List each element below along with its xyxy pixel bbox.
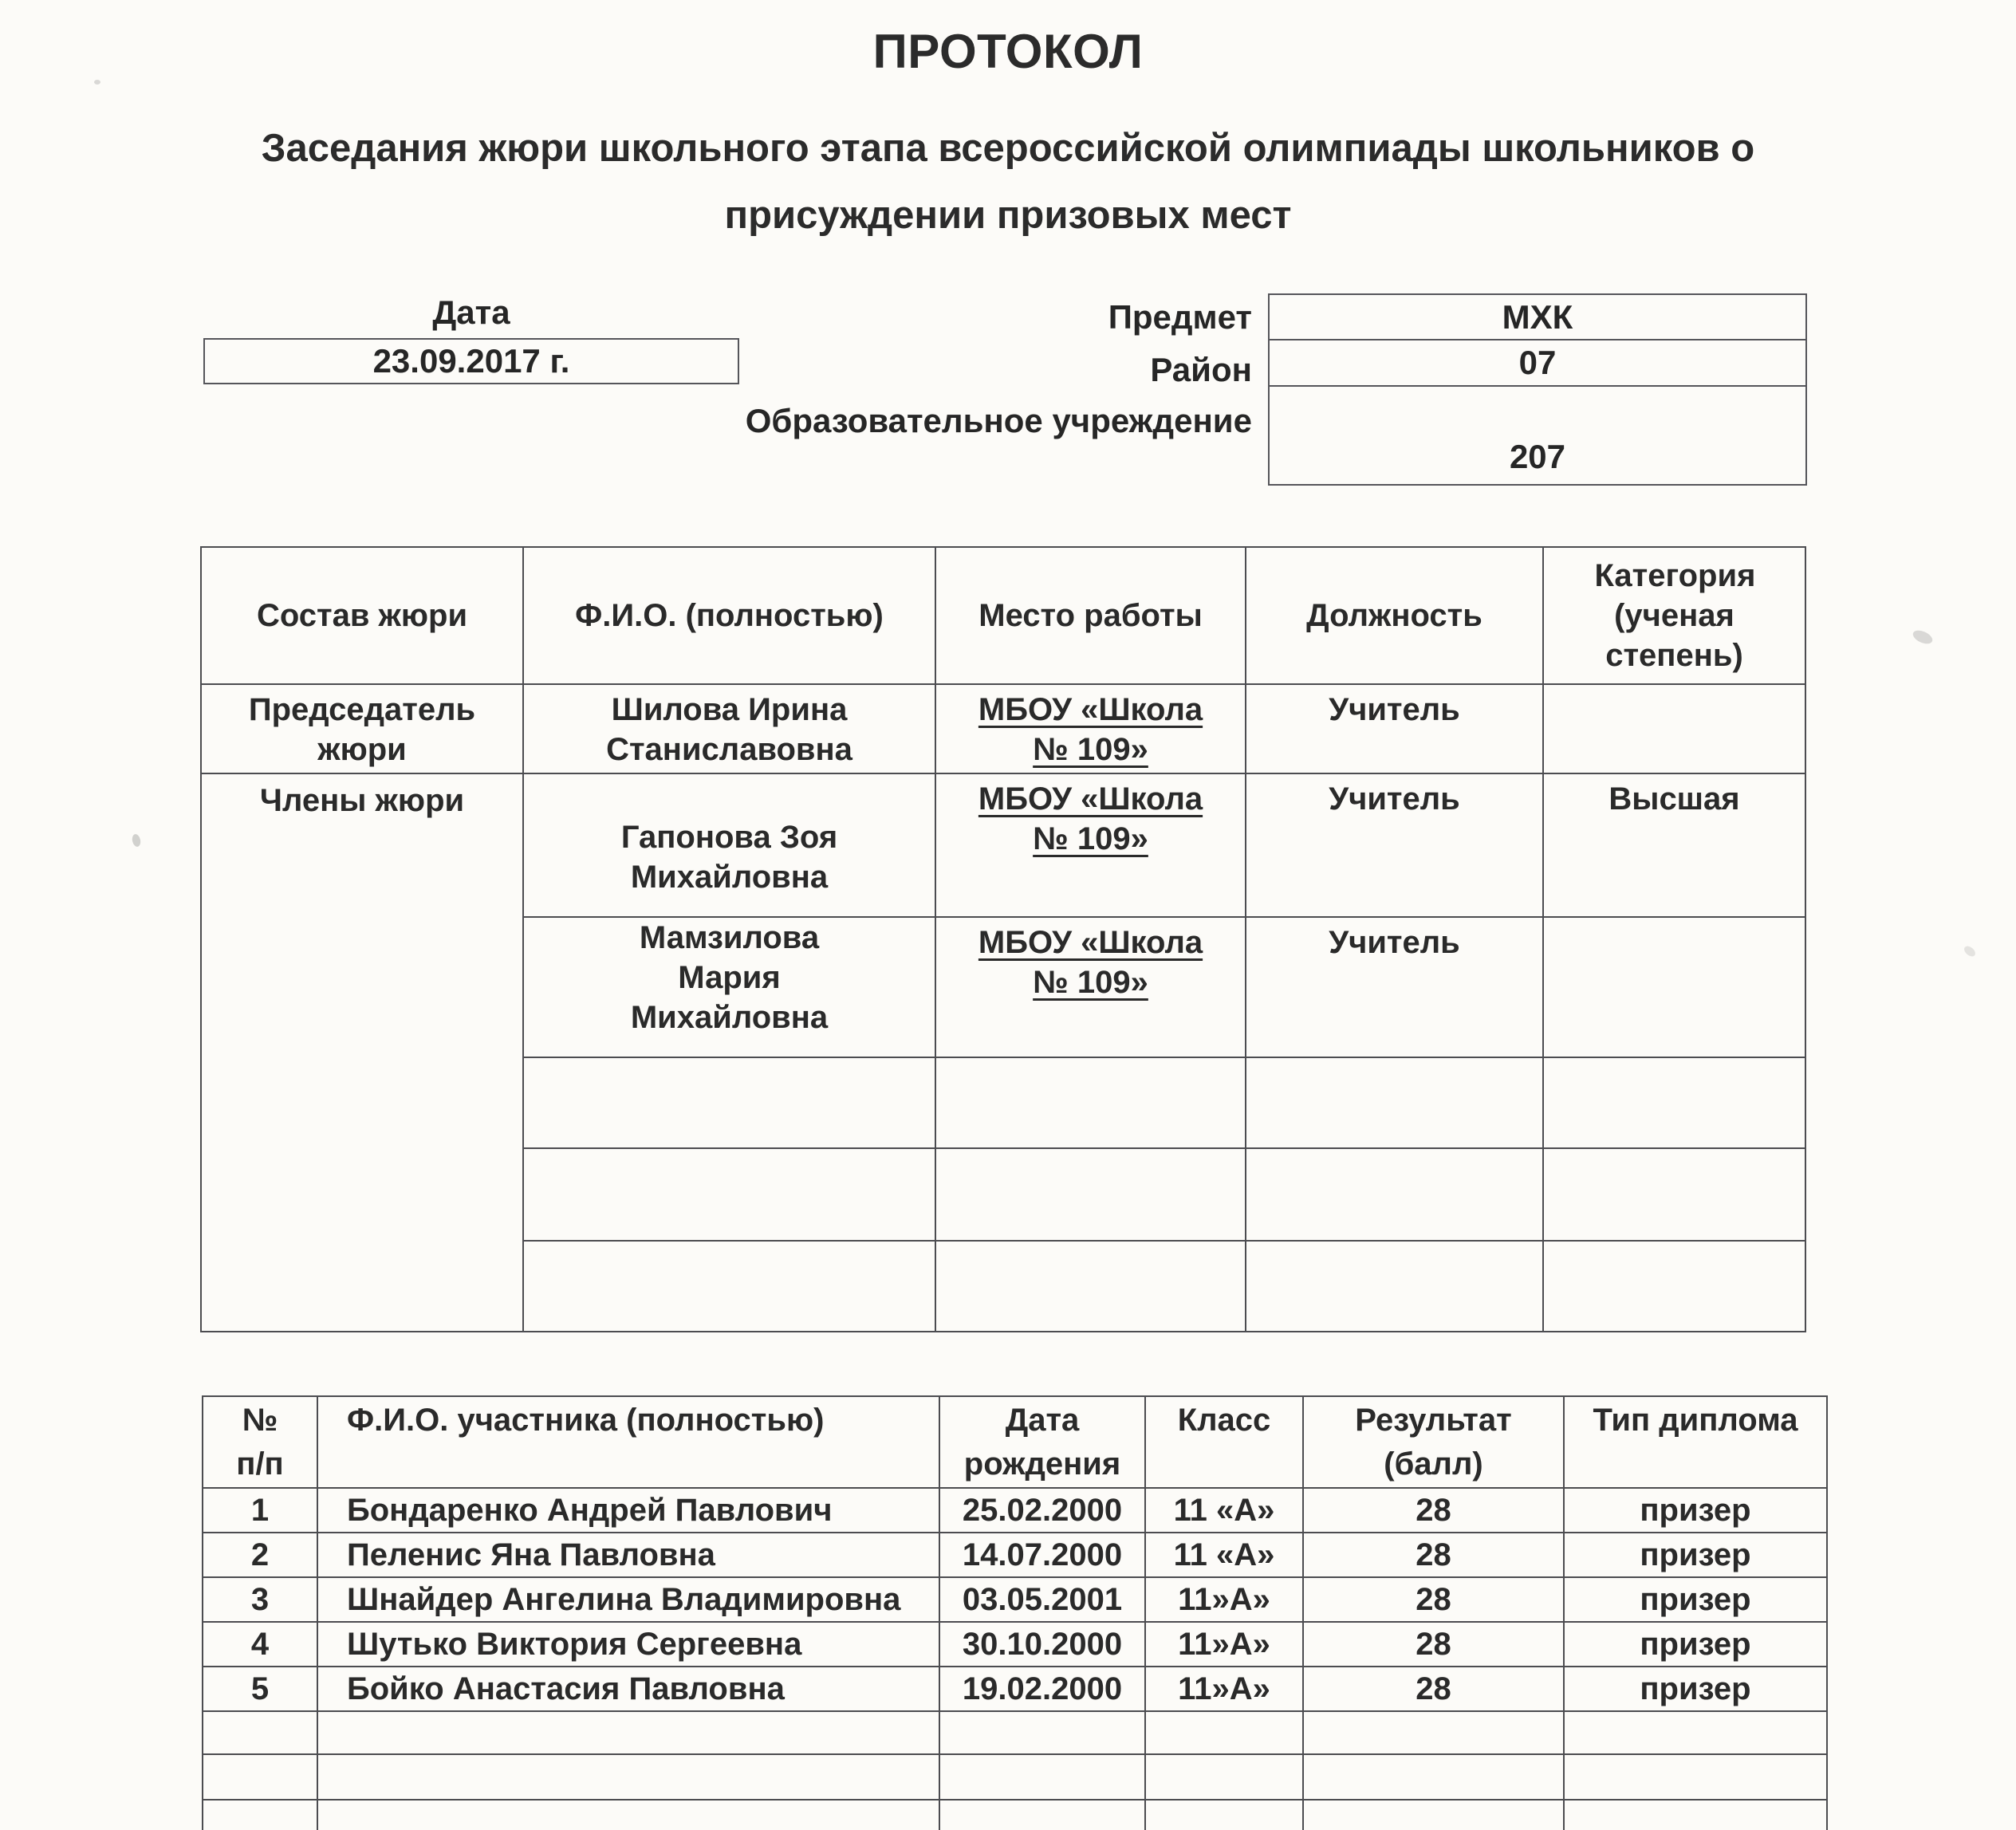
participant-grade-cell: 11 «А» — [1145, 1488, 1303, 1533]
participants-header-score: Результат (балл) — [1303, 1396, 1564, 1488]
jury-name-cell: Мамзилова Мария Михайловна — [523, 917, 935, 1057]
jury-header-category: Категория (ученая степень) — [1543, 547, 1805, 684]
participant-row — [203, 1488, 1827, 1533]
participant-grade-cell: 11»А» — [1145, 1622, 1303, 1667]
participant-row — [203, 1622, 1827, 1667]
jury-name-cell: Шилова Ирина Станиславовна — [523, 684, 935, 773]
jury-workplace-cell: МБОУ «Школа № 109» — [935, 773, 1246, 917]
participant-number-cell: 1 — [203, 1488, 317, 1533]
participant-number-cell: 3 — [203, 1577, 317, 1622]
jury-role-cell: Председатель жюри — [201, 684, 523, 773]
jury-workplace-cell: МБОУ «Школа № 109» — [935, 684, 1246, 773]
jury-name-cell — [523, 1241, 935, 1332]
institution-value-box — [1270, 387, 1805, 484]
district-value: 07 — [1518, 344, 1557, 381]
participant-diploma-cell: призер — [1564, 1622, 1827, 1667]
participants-header-row — [203, 1396, 1827, 1488]
district-value-box — [1270, 340, 1805, 387]
participant-score-cell: 28 — [1303, 1667, 1564, 1711]
header-value-boxes — [1268, 293, 1807, 486]
participant-grade-cell: 11»А» — [1145, 1667, 1303, 1711]
jury-table — [200, 546, 1806, 1332]
institution-value: 207 — [1509, 438, 1566, 475]
jury-category-cell — [1543, 1148, 1805, 1241]
subject-label: Предмет — [1108, 298, 1252, 336]
jury-position-cell: Учитель — [1246, 917, 1543, 1057]
document-subtitle-line-2: присуждении призовых мест — [724, 194, 1292, 237]
participants-header-number: № п/п — [203, 1396, 317, 1488]
participant-birthdate-cell: 25.02.2000 — [939, 1488, 1145, 1533]
jury-position-cell: Учитель — [1246, 773, 1543, 917]
participant-number-cell: 4 — [203, 1622, 317, 1667]
jury-category-cell — [1543, 1057, 1805, 1148]
participant-row — [203, 1533, 1827, 1577]
jury-workplace-cell — [935, 1241, 1246, 1332]
document-title: ПРОТОКОЛ — [872, 25, 1144, 78]
district-label: Район — [1150, 351, 1252, 388]
jury-category-cell — [1543, 917, 1805, 1057]
participant-grade-cell: 11 «А» — [1145, 1533, 1303, 1577]
participants-header-birthdate: Дата рождения — [939, 1396, 1145, 1488]
participant-diploma-cell: призер — [1564, 1533, 1827, 1577]
participant-name-cell: Пеленис Яна Павловна — [317, 1533, 939, 1577]
participant-row — [203, 1667, 1827, 1711]
scan-speck — [1911, 628, 1934, 646]
participant-birthdate-cell: 14.07.2000 — [939, 1533, 1145, 1577]
participant-score-cell: 28 — [1303, 1577, 1564, 1622]
scan-speck — [94, 80, 100, 85]
date-value: 23.09.2017 г. — [372, 342, 570, 380]
participant-birthdate-cell: 03.05.2001 — [939, 1577, 1145, 1622]
participant-name-cell: Бондаренко Андрей Павлович — [317, 1488, 939, 1533]
participant-score-cell: 28 — [1303, 1622, 1564, 1667]
participant-row-empty — [203, 1800, 1827, 1830]
jury-row-chairman — [201, 684, 1805, 773]
jury-name-cell — [523, 1057, 935, 1148]
participant-score-cell: 28 — [1303, 1488, 1564, 1533]
jury-header-workplace: Место работы — [935, 547, 1246, 684]
jury-position-cell — [1246, 1241, 1543, 1332]
date-label: Дата — [432, 293, 510, 331]
jury-position-cell — [1246, 1057, 1543, 1148]
participant-number-cell: 5 — [203, 1667, 317, 1711]
participants-header-diploma: Тип диплома — [1564, 1396, 1827, 1488]
participant-grade-cell: 11»А» — [1145, 1577, 1303, 1622]
scan-speck — [1963, 944, 1978, 958]
jury-workplace-cell — [935, 1057, 1246, 1148]
participant-score-cell: 28 — [1303, 1533, 1564, 1577]
participant-name-cell: Шнайдер Ангелина Владимировна — [317, 1577, 939, 1622]
participant-row — [203, 1577, 1827, 1622]
participant-diploma-cell: призер — [1564, 1488, 1827, 1533]
jury-workplace-cell — [935, 1148, 1246, 1241]
participant-diploma-cell: призер — [1564, 1667, 1827, 1711]
participant-row-empty — [203, 1711, 1827, 1754]
participant-name-cell: Шутько Виктория Сергеевна — [317, 1622, 939, 1667]
jury-name-cell: Гапонова Зоя Михайловна — [523, 773, 935, 917]
jury-position-cell: Учитель — [1246, 684, 1543, 773]
jury-category-cell — [1543, 1241, 1805, 1332]
participant-birthdate-cell: 19.02.2000 — [939, 1667, 1145, 1711]
jury-name-cell — [523, 1148, 935, 1241]
jury-role-cell: Члены жюри — [201, 773, 523, 1332]
jury-category-cell: Высшая — [1543, 773, 1805, 917]
document-subtitle-line-1: Заседания жюри школьного этапа всероссийской олимпиады школьников о — [261, 127, 1755, 170]
participants-header-grade: Класс — [1145, 1396, 1303, 1488]
participant-birthdate-cell: 30.10.2000 — [939, 1622, 1145, 1667]
jury-header-fullname: Ф.И.О. (полностью) — [523, 547, 935, 684]
participants-table — [202, 1395, 1828, 1830]
jury-position-cell — [1246, 1148, 1543, 1241]
subject-value: МХК — [1502, 297, 1573, 336]
jury-workplace-cell: МБОУ «Школа № 109» — [935, 917, 1246, 1057]
jury-header-position: Должность — [1246, 547, 1543, 684]
institution-label: Образовательное учреждение — [745, 402, 1252, 439]
participant-number-cell: 2 — [203, 1533, 317, 1577]
jury-table-header-row — [201, 547, 1805, 684]
scan-speck — [131, 833, 141, 848]
participant-row-empty — [203, 1754, 1827, 1800]
participants-header-fullname: Ф.И.О. участника (полностью) — [317, 1396, 939, 1488]
subject-value-box — [1270, 295, 1805, 340]
jury-header-composition: Состав жюри — [201, 547, 523, 684]
jury-row-member-1 — [201, 773, 1805, 917]
participant-name-cell: Бойко Анастасия Павловна — [317, 1667, 939, 1711]
jury-category-cell — [1543, 684, 1805, 773]
participant-diploma-cell: призер — [1564, 1577, 1827, 1622]
